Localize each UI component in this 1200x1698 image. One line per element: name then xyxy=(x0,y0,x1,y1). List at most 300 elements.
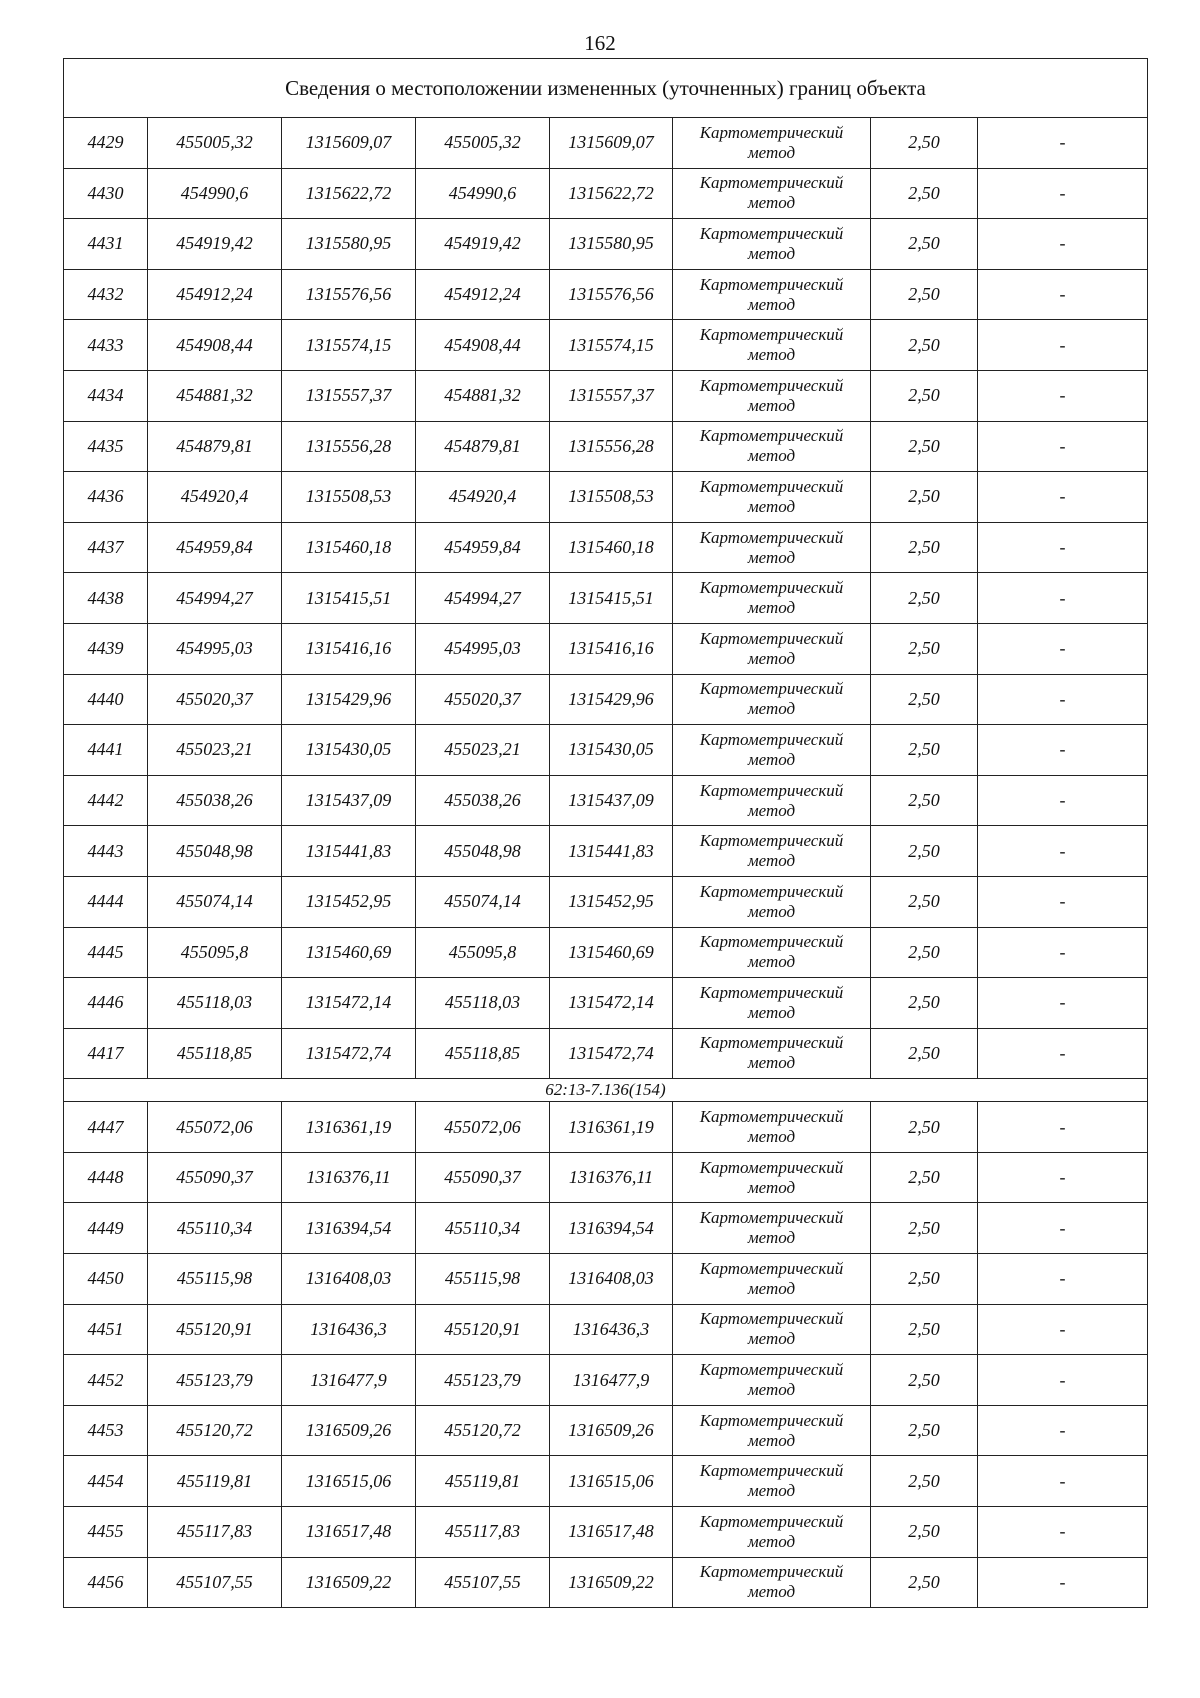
description-cell: - xyxy=(978,1304,1148,1355)
method-cell xyxy=(673,623,871,674)
point-number-cell: 4438 xyxy=(64,573,148,624)
y-existing-cell: 1315441,83 xyxy=(282,826,416,877)
description-cell: - xyxy=(978,1152,1148,1203)
accuracy-cell: 2,50 xyxy=(871,1557,978,1608)
point-number-cell: 4440 xyxy=(64,674,148,725)
x-existing-cell: 454919,42 xyxy=(148,219,282,270)
table-row xyxy=(64,1456,1148,1507)
x-existing-cell: 455115,98 xyxy=(148,1254,282,1305)
method-line-1: Картометрический xyxy=(699,881,844,901)
method-cell xyxy=(673,1355,871,1406)
y-existing-cell: 1315622,72 xyxy=(282,168,416,219)
x-existing-cell: 454994,27 xyxy=(148,573,282,624)
method-cell xyxy=(673,1405,871,1456)
method-line-1: Картометрический xyxy=(699,831,844,851)
x-new-cell: 455118,85 xyxy=(416,1028,550,1079)
method-cell xyxy=(673,1102,871,1153)
method-cell xyxy=(673,168,871,219)
page-number: 162 xyxy=(584,31,616,55)
method-line-2: метод xyxy=(747,800,796,820)
point-number-cell: 4448 xyxy=(64,1152,148,1203)
description-cell: - xyxy=(978,927,1148,978)
description-cell: - xyxy=(978,725,1148,776)
accuracy-cell: 2,50 xyxy=(871,472,978,523)
accuracy-cell: 2,50 xyxy=(871,1203,978,1254)
description-cell: - xyxy=(978,1028,1148,1079)
method-line-1: Картометрический xyxy=(699,1309,844,1329)
x-new-cell: 455074,14 xyxy=(416,876,550,927)
accuracy-cell: 2,50 xyxy=(871,623,978,674)
table-row xyxy=(64,876,1148,927)
x-existing-cell: 455090,37 xyxy=(148,1152,282,1203)
x-existing-cell: 455110,34 xyxy=(148,1203,282,1254)
table-row xyxy=(64,725,1148,776)
table-title: Сведения о местоположении измененных (уточненных) границ объекта xyxy=(64,59,1148,118)
description-cell: - xyxy=(978,573,1148,624)
x-existing-cell: 455123,79 xyxy=(148,1355,282,1406)
y-new-cell: 1315574,15 xyxy=(550,320,673,371)
y-new-cell: 1316509,22 xyxy=(550,1557,673,1608)
description-cell: - xyxy=(978,522,1148,573)
y-existing-cell: 1315460,69 xyxy=(282,927,416,978)
method-line-1: Картометрический xyxy=(699,274,844,294)
y-new-cell: 1315429,96 xyxy=(550,674,673,725)
x-existing-cell: 455119,81 xyxy=(148,1456,282,1507)
x-new-cell: 455005,32 xyxy=(416,118,550,169)
accuracy-cell: 2,50 xyxy=(871,876,978,927)
y-new-cell: 1315609,07 xyxy=(550,118,673,169)
method-line-2: метод xyxy=(747,1278,796,1298)
method-line-2: метод xyxy=(747,1481,796,1501)
x-existing-cell: 455107,55 xyxy=(148,1557,282,1608)
method-line-2: метод xyxy=(747,446,796,466)
y-new-cell: 1315557,37 xyxy=(550,370,673,421)
method-line-1: Картометрический xyxy=(699,375,844,395)
table-row xyxy=(64,1405,1148,1456)
accuracy-cell: 2,50 xyxy=(871,118,978,169)
description-cell: - xyxy=(978,320,1148,371)
table-row xyxy=(64,320,1148,371)
method-cell xyxy=(673,370,871,421)
method-line-2: метод xyxy=(747,1053,796,1073)
method-cell xyxy=(673,725,871,776)
y-new-cell: 1316436,3 xyxy=(550,1304,673,1355)
table-row xyxy=(64,674,1148,725)
method-line-1: Картометрический xyxy=(699,1208,844,1228)
method-cell xyxy=(673,674,871,725)
table-row xyxy=(64,1152,1148,1203)
accuracy-cell: 2,50 xyxy=(871,1254,978,1305)
x-new-cell: 455038,26 xyxy=(416,775,550,826)
x-new-cell: 454879,81 xyxy=(416,421,550,472)
y-existing-cell: 1315472,74 xyxy=(282,1028,416,1079)
y-new-cell: 1316394,54 xyxy=(550,1203,673,1254)
point-number-cell: 4442 xyxy=(64,775,148,826)
table-row xyxy=(64,927,1148,978)
description-cell: - xyxy=(978,876,1148,927)
method-cell xyxy=(673,269,871,320)
y-new-cell: 1315452,95 xyxy=(550,876,673,927)
accuracy-cell: 2,50 xyxy=(871,927,978,978)
table-row xyxy=(64,775,1148,826)
y-existing-cell: 1315576,56 xyxy=(282,269,416,320)
table-row xyxy=(64,1028,1148,1079)
y-existing-cell: 1316509,22 xyxy=(282,1557,416,1608)
x-new-cell: 455117,83 xyxy=(416,1507,550,1558)
method-line-1: Картометрический xyxy=(699,1410,844,1430)
x-existing-cell: 454990,6 xyxy=(148,168,282,219)
table-row xyxy=(64,1507,1148,1558)
method-line-1: Картометрический xyxy=(699,223,844,243)
y-new-cell: 1315580,95 xyxy=(550,219,673,270)
y-new-cell: 1315576,56 xyxy=(550,269,673,320)
accuracy-cell: 2,50 xyxy=(871,1152,978,1203)
method-line-2: метод xyxy=(747,142,796,162)
x-new-cell: 455120,91 xyxy=(416,1304,550,1355)
method-line-2: метод xyxy=(747,699,796,719)
method-line-2: метод xyxy=(747,345,796,365)
description-cell: - xyxy=(978,421,1148,472)
method-line-1: Картометрический xyxy=(699,578,844,598)
description-cell: - xyxy=(978,370,1148,421)
accuracy-cell: 2,50 xyxy=(871,674,978,725)
x-new-cell: 454912,24 xyxy=(416,269,550,320)
y-new-cell: 1315460,69 xyxy=(550,927,673,978)
y-new-cell: 1315472,74 xyxy=(550,1028,673,1079)
point-number-cell: 4436 xyxy=(64,472,148,523)
description-cell: - xyxy=(978,674,1148,725)
description-cell: - xyxy=(978,1203,1148,1254)
method-cell xyxy=(673,573,871,624)
point-number-cell: 4429 xyxy=(64,118,148,169)
point-number-cell: 4449 xyxy=(64,1203,148,1254)
table-row xyxy=(64,219,1148,270)
method-cell xyxy=(673,522,871,573)
method-cell xyxy=(673,1507,871,1558)
y-existing-cell: 1315609,07 xyxy=(282,118,416,169)
accuracy-cell: 2,50 xyxy=(871,522,978,573)
x-new-cell: 455120,72 xyxy=(416,1405,550,1456)
x-existing-cell: 455074,14 xyxy=(148,876,282,927)
point-number-cell: 4443 xyxy=(64,826,148,877)
y-new-cell: 1315472,14 xyxy=(550,978,673,1029)
x-existing-cell: 455023,21 xyxy=(148,725,282,776)
x-existing-cell: 454881,32 xyxy=(148,370,282,421)
x-existing-cell: 454959,84 xyxy=(148,522,282,573)
x-new-cell: 455095,8 xyxy=(416,927,550,978)
y-new-cell: 1316376,11 xyxy=(550,1152,673,1203)
x-new-cell: 455072,06 xyxy=(416,1102,550,1153)
method-line-1: Картометрический xyxy=(699,1562,844,1582)
method-line-2: метод xyxy=(747,648,796,668)
x-existing-cell: 454920,4 xyxy=(148,472,282,523)
y-existing-cell: 1315508,53 xyxy=(282,472,416,523)
accuracy-cell: 2,50 xyxy=(871,1304,978,1355)
x-new-cell: 455020,37 xyxy=(416,674,550,725)
x-existing-cell: 455020,37 xyxy=(148,674,282,725)
method-line-1: Картометрический xyxy=(699,982,844,1002)
y-new-cell: 1316515,06 xyxy=(550,1456,673,1507)
method-line-1: Картометрический xyxy=(699,1033,844,1053)
method-line-2: метод xyxy=(747,193,796,213)
x-existing-cell: 455005,32 xyxy=(148,118,282,169)
x-new-cell: 454995,03 xyxy=(416,623,550,674)
description-cell: - xyxy=(978,623,1148,674)
point-number-cell: 4433 xyxy=(64,320,148,371)
method-line-1: Картометрический xyxy=(699,1157,844,1177)
point-number-cell: 4452 xyxy=(64,1355,148,1406)
method-line-2: метод xyxy=(747,1127,796,1147)
method-line-1: Картометрический xyxy=(699,122,844,142)
description-cell: - xyxy=(978,775,1148,826)
table-row xyxy=(64,370,1148,421)
method-cell xyxy=(673,421,871,472)
x-new-cell: 455048,98 xyxy=(416,826,550,877)
method-cell xyxy=(673,1152,871,1203)
point-number-cell: 4439 xyxy=(64,623,148,674)
point-number-cell: 4434 xyxy=(64,370,148,421)
method-line-1: Картометрический xyxy=(699,1461,844,1481)
y-new-cell: 1315441,83 xyxy=(550,826,673,877)
x-new-cell: 455023,21 xyxy=(416,725,550,776)
method-line-1: Картометрический xyxy=(699,426,844,446)
method-line-2: метод xyxy=(747,294,796,314)
method-line-2: метод xyxy=(747,952,796,972)
point-number-cell: 4446 xyxy=(64,978,148,1029)
accuracy-cell: 2,50 xyxy=(871,775,978,826)
accuracy-cell: 2,50 xyxy=(871,573,978,624)
accuracy-cell: 2,50 xyxy=(871,1102,978,1153)
method-cell xyxy=(673,1028,871,1079)
cadastral-number-label: 62:13-7.136(154) xyxy=(64,1079,1148,1102)
accuracy-cell: 2,50 xyxy=(871,1405,978,1456)
x-existing-cell: 454879,81 xyxy=(148,421,282,472)
method-line-2: метод xyxy=(747,1177,796,1197)
description-cell: - xyxy=(978,472,1148,523)
x-existing-cell: 455095,8 xyxy=(148,927,282,978)
description-cell: - xyxy=(978,1254,1148,1305)
method-cell xyxy=(673,1557,871,1608)
point-number-cell: 4453 xyxy=(64,1405,148,1456)
y-existing-cell: 1315437,09 xyxy=(282,775,416,826)
x-new-cell: 454920,4 xyxy=(416,472,550,523)
point-number-cell: 4444 xyxy=(64,876,148,927)
method-line-2: метод xyxy=(747,547,796,567)
y-new-cell: 1315415,51 xyxy=(550,573,673,624)
y-new-cell: 1315437,09 xyxy=(550,775,673,826)
y-existing-cell: 1316361,19 xyxy=(282,1102,416,1153)
method-line-2: метод xyxy=(747,243,796,263)
description-cell: - xyxy=(978,1405,1148,1456)
method-line-1: Картометрический xyxy=(699,1360,844,1380)
y-new-cell: 1315430,05 xyxy=(550,725,673,776)
y-new-cell: 1315460,18 xyxy=(550,522,673,573)
method-cell xyxy=(673,1203,871,1254)
description-cell: - xyxy=(978,168,1148,219)
boundary-coordinates-table xyxy=(63,58,1148,1608)
y-existing-cell: 1316515,06 xyxy=(282,1456,416,1507)
method-line-1: Картометрический xyxy=(699,173,844,193)
x-new-cell: 454994,27 xyxy=(416,573,550,624)
x-existing-cell: 455118,03 xyxy=(148,978,282,1029)
accuracy-cell: 2,50 xyxy=(871,1507,978,1558)
method-cell xyxy=(673,775,871,826)
method-line-2: метод xyxy=(747,851,796,871)
accuracy-cell: 2,50 xyxy=(871,1456,978,1507)
table-row xyxy=(64,978,1148,1029)
method-line-2: метод xyxy=(747,1329,796,1349)
method-line-1: Картометрический xyxy=(699,1511,844,1531)
description-cell: - xyxy=(978,219,1148,270)
x-existing-cell: 455048,98 xyxy=(148,826,282,877)
table-row xyxy=(64,522,1148,573)
table-row xyxy=(64,1557,1148,1608)
y-existing-cell: 1316394,54 xyxy=(282,1203,416,1254)
method-cell xyxy=(673,320,871,371)
x-new-cell: 455119,81 xyxy=(416,1456,550,1507)
method-line-2: метод xyxy=(747,496,796,516)
y-existing-cell: 1315556,28 xyxy=(282,421,416,472)
y-new-cell: 1315508,53 xyxy=(550,472,673,523)
table-row xyxy=(64,1203,1148,1254)
y-existing-cell: 1315574,15 xyxy=(282,320,416,371)
y-new-cell: 1316477,9 xyxy=(550,1355,673,1406)
accuracy-cell: 2,50 xyxy=(871,269,978,320)
method-cell xyxy=(673,118,871,169)
point-number-cell: 4441 xyxy=(64,725,148,776)
method-line-1: Картометрический xyxy=(699,1107,844,1127)
y-existing-cell: 1316408,03 xyxy=(282,1254,416,1305)
method-line-1: Картометрический xyxy=(699,628,844,648)
y-existing-cell: 1316509,26 xyxy=(282,1405,416,1456)
description-cell: - xyxy=(978,1102,1148,1153)
method-line-1: Картометрический xyxy=(699,527,844,547)
description-cell: - xyxy=(978,1507,1148,1558)
y-existing-cell: 1315452,95 xyxy=(282,876,416,927)
description-cell: - xyxy=(978,1355,1148,1406)
x-new-cell: 455123,79 xyxy=(416,1355,550,1406)
y-new-cell: 1316517,48 xyxy=(550,1507,673,1558)
method-line-1: Картометрический xyxy=(699,1258,844,1278)
y-new-cell: 1316361,19 xyxy=(550,1102,673,1153)
method-cell xyxy=(673,1456,871,1507)
table-row xyxy=(64,1254,1148,1305)
point-number-cell: 4430 xyxy=(64,168,148,219)
accuracy-cell: 2,50 xyxy=(871,826,978,877)
x-new-cell: 455110,34 xyxy=(416,1203,550,1254)
y-existing-cell: 1315415,51 xyxy=(282,573,416,624)
point-number-cell: 4454 xyxy=(64,1456,148,1507)
description-cell: - xyxy=(978,269,1148,320)
point-number-cell: 4450 xyxy=(64,1254,148,1305)
method-line-2: метод xyxy=(747,598,796,618)
description-cell: - xyxy=(978,1557,1148,1608)
method-line-2: метод xyxy=(747,1582,796,1602)
point-number-cell: 4432 xyxy=(64,269,148,320)
method-line-2: метод xyxy=(747,1002,796,1022)
y-new-cell: 1316408,03 xyxy=(550,1254,673,1305)
method-cell xyxy=(673,927,871,978)
x-existing-cell: 454908,44 xyxy=(148,320,282,371)
table-row xyxy=(64,623,1148,674)
method-cell xyxy=(673,472,871,523)
y-new-cell: 1315556,28 xyxy=(550,421,673,472)
method-line-2: метод xyxy=(747,1531,796,1551)
method-line-2: метод xyxy=(747,395,796,415)
x-new-cell: 454881,32 xyxy=(416,370,550,421)
table-row xyxy=(64,168,1148,219)
table-row xyxy=(64,573,1148,624)
point-number-cell: 4447 xyxy=(64,1102,148,1153)
x-new-cell: 454959,84 xyxy=(416,522,550,573)
point-number-cell: 4431 xyxy=(64,219,148,270)
accuracy-cell: 2,50 xyxy=(871,370,978,421)
method-cell xyxy=(673,1254,871,1305)
x-existing-cell: 454912,24 xyxy=(148,269,282,320)
method-line-2: метод xyxy=(747,1228,796,1248)
x-existing-cell: 454995,03 xyxy=(148,623,282,674)
section-header-row xyxy=(64,1079,1148,1102)
x-existing-cell: 455120,91 xyxy=(148,1304,282,1355)
accuracy-cell: 2,50 xyxy=(871,978,978,1029)
description-cell: - xyxy=(978,978,1148,1029)
accuracy-cell: 2,50 xyxy=(871,725,978,776)
y-new-cell: 1315622,72 xyxy=(550,168,673,219)
method-line-1: Картометрический xyxy=(699,780,844,800)
y-new-cell: 1316509,26 xyxy=(550,1405,673,1456)
y-existing-cell: 1315580,95 xyxy=(282,219,416,270)
method-cell xyxy=(673,978,871,1029)
table-row xyxy=(64,1304,1148,1355)
method-line-1: Картометрический xyxy=(699,729,844,749)
x-existing-cell: 455072,06 xyxy=(148,1102,282,1153)
method-cell xyxy=(673,219,871,270)
y-existing-cell: 1316436,3 xyxy=(282,1304,416,1355)
y-existing-cell: 1315557,37 xyxy=(282,370,416,421)
description-cell: - xyxy=(978,118,1148,169)
point-number-cell: 4435 xyxy=(64,421,148,472)
table-row xyxy=(64,826,1148,877)
accuracy-cell: 2,50 xyxy=(871,320,978,371)
x-new-cell: 454919,42 xyxy=(416,219,550,270)
point-number-cell: 4417 xyxy=(64,1028,148,1079)
table-row xyxy=(64,472,1148,523)
x-new-cell: 455107,55 xyxy=(416,1557,550,1608)
point-number-cell: 4455 xyxy=(64,1507,148,1558)
accuracy-cell: 2,50 xyxy=(871,168,978,219)
y-existing-cell: 1315416,16 xyxy=(282,623,416,674)
y-existing-cell: 1315472,14 xyxy=(282,978,416,1029)
y-existing-cell: 1316477,9 xyxy=(282,1355,416,1406)
accuracy-cell: 2,50 xyxy=(871,219,978,270)
point-number-cell: 4456 xyxy=(64,1557,148,1608)
method-cell xyxy=(673,876,871,927)
x-new-cell: 455118,03 xyxy=(416,978,550,1029)
table-row xyxy=(64,118,1148,169)
point-number-cell: 4437 xyxy=(64,522,148,573)
method-line-1: Картометрический xyxy=(699,679,844,699)
method-cell xyxy=(673,826,871,877)
method-line-1: Картометрический xyxy=(699,476,844,496)
method-line-1: Картометрический xyxy=(699,325,844,345)
method-line-1: Картометрический xyxy=(699,932,844,952)
method-line-2: метод xyxy=(747,749,796,769)
accuracy-cell: 2,50 xyxy=(871,1028,978,1079)
y-new-cell: 1315416,16 xyxy=(550,623,673,674)
table-row xyxy=(64,269,1148,320)
description-cell: - xyxy=(978,826,1148,877)
y-existing-cell: 1315430,05 xyxy=(282,725,416,776)
